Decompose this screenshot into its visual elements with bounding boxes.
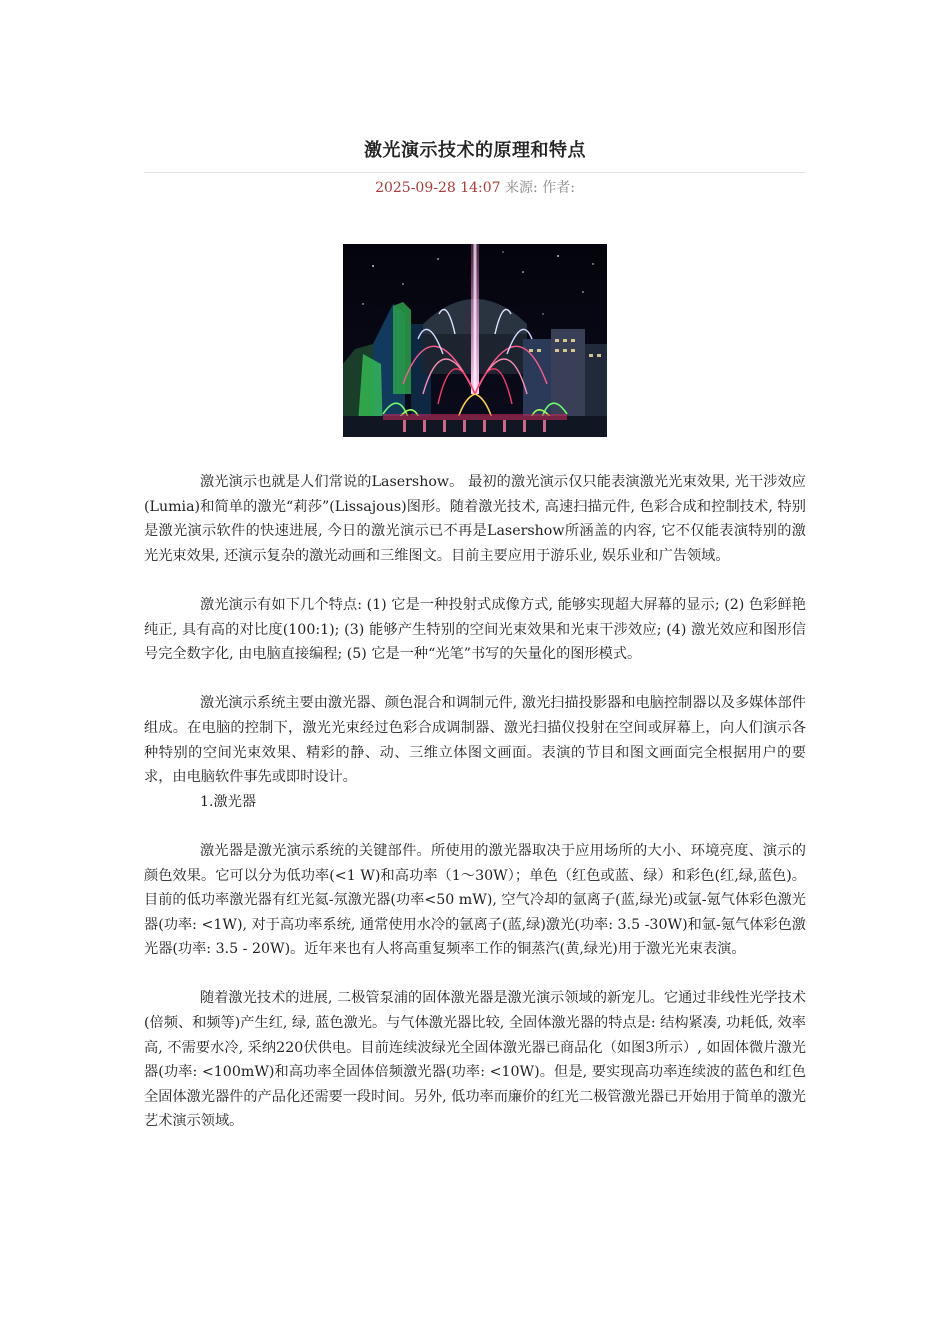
article-body — [144, 470, 806, 1159]
source-author-label: 来源: 作者: — [500, 180, 575, 196]
title-divider — [144, 172, 806, 173]
paragraph-features: 激光演示有如下几个特点: (1) 它是一种投射式成像方式, 能够实现超大屏幕的显示; (2) 色彩鲜艳纯正, 具有高的对比度(100:1); (3) 能够产生特别的空间光束效果和光束干涉效应; (4) 激光效应和图形信号完全数字化, 由电脑直接编程; (5) 它是一种“光笔”书写的矢量化的图形模式。 — [144, 596, 806, 663]
article-meta — [0, 177, 950, 197]
paragraph-laser: 激光器是激光演示系统的关键部件。所使用的激光器取决于应用场所的大小、环境亮度、演示的颜色效果。它可以分为低功率(<1 W)和高功率（1～30W）；单色（红色或蓝、绿）和彩色(红,绿,蓝色)。目前的低功率激光器有红光氦-氖激光器(功率<50 mW), 空气冷却的氩离子(蓝,绿光)或氩-氪气体彩色激光器(功率: <1W), 对于高功率系统, 通常使用水冷的氩离子(蓝,绿)激光(功率: 3.5 -30W)和氩-氪气体彩色激光器(功率: 3.5 - 20W)。近年来也有人将高重复频率工作的铜蒸汽(黄,绿光)用于激光光束表演。 — [144, 842, 806, 958]
publish-datetime: 2025-09-28 14:07 — [375, 180, 501, 196]
laser-fountain-photo — [343, 244, 607, 437]
paragraph-system: 激光演示系统主要由激光器、颜色混合和调制元件, 激光扫描投影器和电脑控制器以及多媒体部件组成。在电脑的控制下，激光光束经过色彩合成调制器、激光扫描仪投射在空间或屏幕上，向人们演示各种特别的空间光束效果、精彩的静、动、三维立体图文画面。表演的节目和图文画面完全根据用户的要求，由电脑软件事先或即时设计。 — [144, 695, 806, 786]
paragraph-intro: 激光演示也就是人们常说的Lasershow。 最初的激光演示仅只能表演激光光束效果, 光干涉效应(Lumia)和简单的激光“莉莎”(Lissajous)图形。随着激光技术, 高速扫描元件, 色彩合成和控制技术, 特别是激光演示软件的快速进展, 今日的激光演示已不再是Lasershow所涵盖的内容, 它不仅能表演特别的激光光束效果, 还演示复杂的激光动画和三维图文。目前主要应用于游乐业, 娱乐业和广告领域。 — [144, 474, 806, 564]
paragraph-solid-state: 随着激光技术的进展, 二极管泵浦的固体激光器是激光演示领域的新宠儿。它通过非线性光学技术(倍频、和频等)产生红, 绿, 蓝色激光。与气体激光器比较, 全固体激光器的特点是: 结构紧凑, 功耗低, 效率高, 不需要水冷, 采纳220伏供电。目前连续波绿光全固体激光器已商品化（如图3所示）, 如固体微片激光器(功率: <100mW)和高功率全固体倍频激光器(功率: <10W)。但是, 要实现高功率连续波的蓝色和红色全固体激光器件的产品化还需要一段时间。另外, 低功率而廉价的红光二极管激光器已开始用于简单的激光艺术演示领域。 — [144, 990, 806, 1130]
section-heading-laser: 1.激光器 — [200, 793, 257, 810]
article-title: 激光演示技术的原理和特点 — [364, 140, 586, 161]
